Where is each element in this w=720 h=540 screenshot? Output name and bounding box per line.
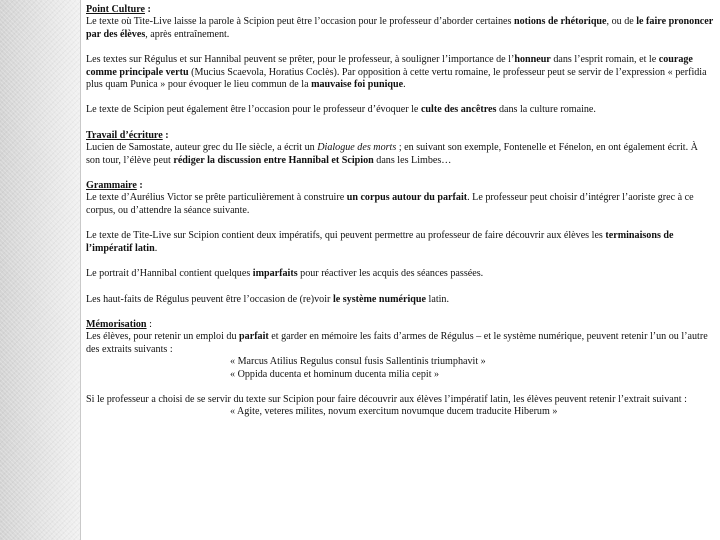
- grammaire-heading-colon: :: [136, 180, 143, 192]
- text-run: dans les Limbes…: [373, 154, 452, 166]
- latin-quote-final: « Agite, veteres milites, novum exercitum novumque ducem traducite Hiberum »: [230, 406, 558, 418]
- memorisation-paragraph-2: [86, 394, 714, 406]
- text-run: Si le professeur a choisi de se servir du texte sur Scipion pour faire découvrir aux élèves l’impératif latin, les élèves peuvent retenir l’extrait suivant :: [86, 393, 687, 405]
- grammaire-heading-line: [86, 180, 714, 192]
- grammaire-paragraph-1: [86, 192, 714, 217]
- grammaire-paragraph-2: [86, 230, 714, 255]
- ecriture-heading-line: [86, 130, 714, 142]
- memorisation-paragraph-1: [86, 331, 714, 356]
- text-run: , ou de: [606, 16, 637, 28]
- text-run: ; en suivant son exemple, Fontenelle et Fénelon, en ont également écrit. À son tour, l’élève peut: [86, 142, 698, 166]
- ecriture-heading: Travail d’écriture: [86, 129, 163, 141]
- memorisation-heading: Mémorisation: [86, 318, 147, 330]
- text-run: (Mucius Scaevola, Horatius Coclès). Par opposition à cette vertu romaine, le professeur peut se servir de l’expression « perfidia plus quam Punica » pour évoquer le lieu commun de la: [86, 66, 707, 91]
- text-run: Le texte où Tite-Live laisse la parole à Scipion peut être l’occasion pour le professeur d’aborder certaines: [86, 16, 514, 28]
- culture-paragraph-3: [86, 104, 714, 116]
- slide-sidebar-texture: [0, 0, 80, 540]
- culture-heading-colon: :: [144, 4, 151, 15]
- bold-run: imparfaits: [252, 268, 298, 280]
- bold-run: mauvaise foi punique: [311, 79, 404, 91]
- bold-run: courage comme principale vertu: [86, 54, 693, 78]
- grammaire-heading: Grammaire: [86, 180, 137, 192]
- sidebar-divider: [80, 0, 81, 540]
- ecriture-heading-colon: :: [162, 129, 169, 141]
- text-run: Lucien de Samostate, auteur grec du IIe siècle, a écrit un: [86, 142, 318, 154]
- text-run: Les textes sur Régulus et sur Hannibal peuvent se prêter, pour le professeur, à souligner l’importance de l’: [86, 54, 515, 66]
- text-run: dans la culture romaine.: [496, 104, 596, 116]
- text-run: Le portrait d’Hannibal contient quelques: [86, 268, 253, 280]
- memorisation-heading-colon: :: [146, 318, 152, 330]
- section-grammaire: [86, 180, 714, 306]
- document-body: [86, 4, 714, 432]
- culture-heading: Point Culture: [86, 4, 145, 15]
- bold-run: notions de rhétorique: [514, 16, 607, 28]
- bold-run: culte des ancêtres: [420, 104, 497, 116]
- text-run: Le texte de Scipion peut également être l’occasion pour le professeur d’évoquer le: [86, 104, 421, 116]
- text-run: dans l’esprit romain, et le: [550, 54, 659, 66]
- bold-run: un corpus autour du parfait: [346, 192, 468, 204]
- text-run: et garder en mémoire les faits d’armes de Régulus – et le système numérique, peuvent retenir l’un ou l’autre des extraits suivants :: [86, 331, 708, 355]
- section-ecriture: [86, 130, 714, 167]
- text-run: Les haut-faits de Régulus peuvent être l’occasion de (re)voir: [86, 293, 333, 305]
- bold-run: le faire prononcer par des élèves: [86, 16, 714, 40]
- bold-run: rédiger la discussion entre Hannibal et Scipion: [173, 154, 374, 166]
- latin-quote: « Marcus Atilius Regulus consul fusis Sallentinis triumphavit »: [230, 356, 486, 368]
- text-run: latin.: [426, 293, 450, 305]
- text-run: Le texte de Tite-Live sur Scipion contient deux impératifs, qui peuvent permettre au professeur de faire découvrir aux élèves les: [86, 230, 606, 242]
- italic-run: Dialogue des morts: [317, 142, 397, 154]
- latin-quote: « Oppida ducenta et hominum ducenta milia cepit »: [230, 368, 440, 380]
- bold-run: honneur: [514, 54, 551, 66]
- text-run: .: [403, 79, 406, 91]
- culture-paragraph-2: [86, 54, 714, 91]
- text-run: , après entraînement.: [145, 28, 230, 40]
- memorisation-heading-line: [86, 319, 714, 331]
- text-run: pour réactiver les acquis des séances passées.: [297, 268, 484, 280]
- bold-run: terminaisons de l’impératif latin: [86, 230, 674, 254]
- culture-paragraph-1: [86, 16, 714, 41]
- section-culture: [86, 4, 714, 117]
- grammaire-paragraph-4: [86, 294, 714, 306]
- grammaire-paragraph-3: [86, 268, 714, 280]
- ecriture-paragraph-1: [86, 142, 714, 167]
- text-run: Le texte d’Aurélius Victor se prête particulièrement à construire: [86, 192, 347, 204]
- text-run: .: [154, 242, 158, 254]
- text-run: . Le professeur peut choisir d’intégrer l’aoriste grec à ce corpus, ou d’attendre la séance suivante.: [86, 192, 694, 216]
- section-memorisation: [86, 319, 714, 419]
- text-run: Les élèves, pour retenir un emploi du: [86, 331, 240, 343]
- culture-heading-line: [86, 4, 714, 16]
- bold-run: le système numérique: [332, 293, 427, 305]
- bold-run: parfait: [239, 331, 269, 343]
